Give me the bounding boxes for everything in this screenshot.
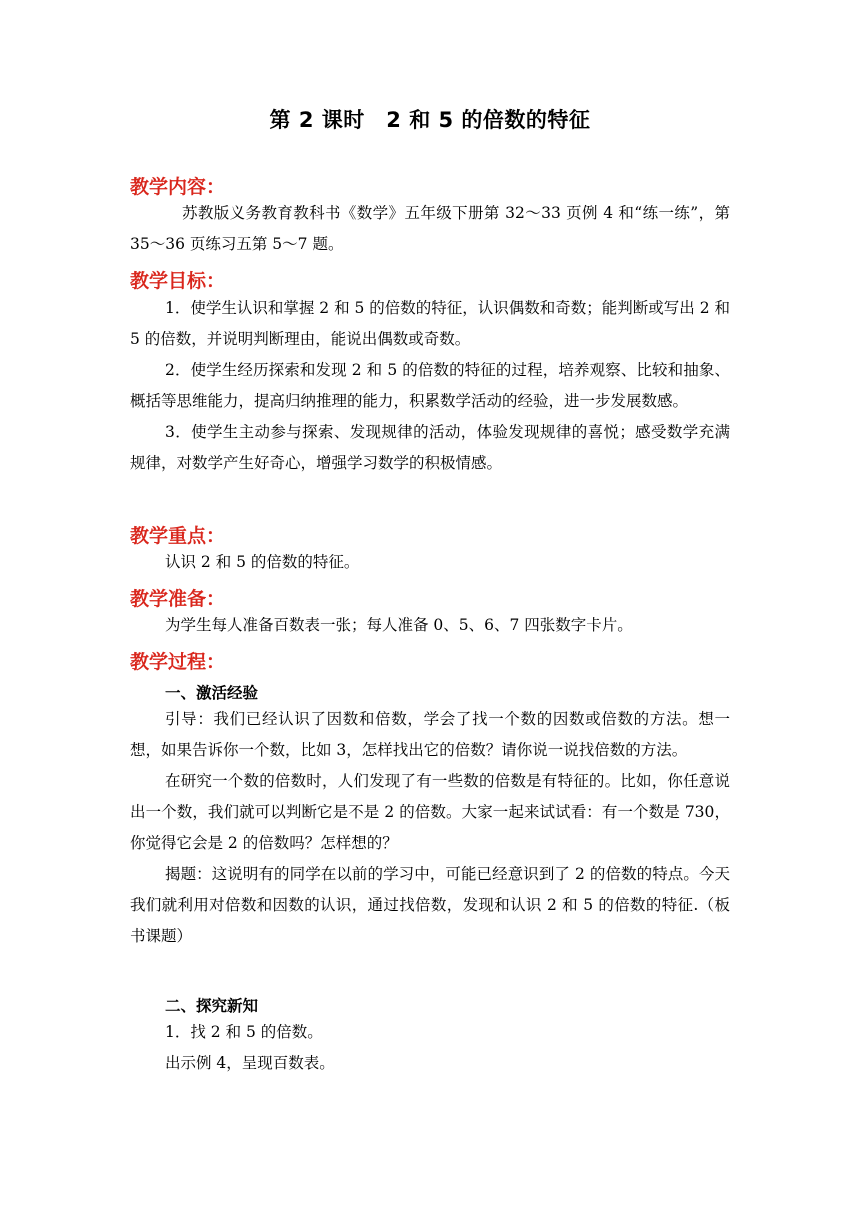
- part1-paragraph-3: 揭题：这说明有的同学在以前的学习中，可能已经意识到了 2 的倍数的特点。今天我们就利用对倍数和因数的认识，通过找倍数，发现和认识 2 和 5 的倍数的特征.（板书课题）: [130, 865, 730, 945]
- preparation-text: [130, 610, 730, 641]
- heading-key-points: 教学重点：: [130, 525, 226, 547]
- part2-paragraph-1: 1．找 2 和 5 的倍数。: [165, 1023, 323, 1041]
- part1-title: 一、激活经验: [165, 684, 259, 702]
- goal-item-3: 3．使学生主动参与探索、发现规律的活动，体验发现规律的喜悦；感受数学充满规律，对数学产生好奇心，增强学习数学的积极情感。: [130, 423, 730, 472]
- heading-teaching-process: 教学过程：: [130, 651, 226, 673]
- teaching-goals-list: [130, 293, 730, 479]
- part1-body: [130, 704, 730, 952]
- part2-body: [130, 1017, 730, 1079]
- key-points-paragraph: 认识 2 和 5 的倍数的特征。: [165, 553, 360, 571]
- lesson-title: 第 2 课时 2 和 5 的倍数的特征: [269, 108, 591, 132]
- heading-teaching-goals: 教学目标：: [130, 270, 226, 292]
- heading-teaching-content: 教学内容：: [130, 176, 226, 198]
- part1-paragraph-2: 在研究一个数的倍数时，人们发现了有一些数的倍数是有特征的。比如，你任意说出一个数，我们就可以判断它是不是 2 的倍数。大家一起来试试看：有一个数是 730，你觉得它会是 2 的倍数吗？怎样想的？: [130, 772, 730, 852]
- goal-item-1: 1．使学生认识和掌握 2 和 5 的倍数的特征，认识偶数和奇数；能判断或写出 2 和 5 的倍数，并说明判断理由，能说出偶数或奇数。: [130, 299, 731, 348]
- goal-item-2: 2．使学生经历探索和发现 2 和 5 的倍数的特征的过程，培养观察、比较和抽象、概括等思维能力，提高归纳推理的能力，积累数学活动的经验，进一步发展数感。: [130, 361, 730, 410]
- preparation-paragraph: 为学生每人准备百数表一张；每人准备 0、5、6、7 四张数字卡片。: [165, 616, 633, 634]
- heading-preparation: 教学准备：: [130, 588, 226, 610]
- part1-paragraph-1: 引导：我们已经认识了因数和倍数，学会了找一个数的因数或倍数的方法。想一想，如果告诉你一个数，比如 3，怎样找出它的倍数？请你说一说找倍数的方法。: [130, 710, 730, 759]
- teaching-content-paragraph: 苏教版义务教育教科书《数学》五年级下册第 32～33 页例 4 和“练一练”，第 35～36 页练习五第 5～7 题。: [130, 204, 730, 253]
- key-points-text: [130, 547, 730, 578]
- teaching-content-text: [130, 198, 730, 260]
- part2-title: 二、探究新知: [165, 997, 259, 1015]
- part2-paragraph-2: 出示例 4，呈现百数表。: [165, 1054, 335, 1072]
